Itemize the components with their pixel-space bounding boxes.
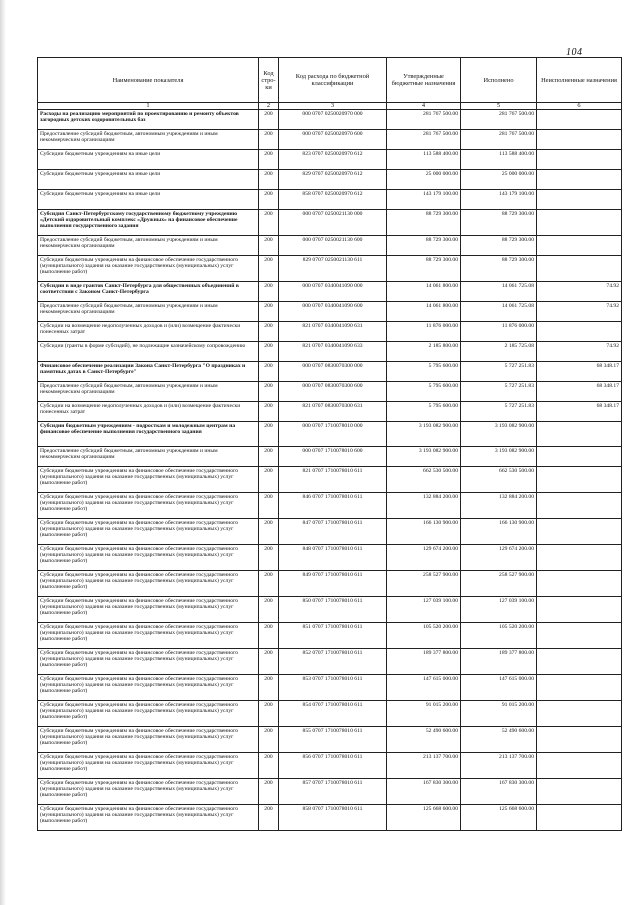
indicator-name-cell: Субсидии бюджетным учреждениям на финансовое обеспечение государственного (муниципального) задания на оказание государственных (муниципальных) услуг (выполнение работ) [38,493,259,519]
approved-amount-cell: 88 729 300.00 [387,210,461,236]
unexecuted-amount-cell: 68 348.17 [537,402,622,422]
executed-amount-cell: 3 193 082 900.00 [461,422,537,447]
approved-amount-cell: 52 490 600.00 [387,727,461,753]
indicator-name-cell: Субсидии бюджетным учреждениям на финансовое обеспечение государственного (муниципального) задания на оказание государственных (муниципальных) услуг (выполнение работ) [38,571,259,597]
table-row [38,150,622,170]
table-body [38,110,622,831]
approved-amount-cell: 88 729 300.00 [387,236,461,256]
unexecuted-amount-cell [537,130,622,150]
approved-amount-cell: 88 729 300.00 [387,256,461,282]
table-row [38,675,622,701]
budget-code-cell: 848 0707 1710078010 611 [279,545,387,571]
budget-code-cell: 846 0707 1710078010 611 [279,493,387,519]
approved-amount-cell: 281 767 500.00 [387,110,461,130]
table-row [38,467,622,493]
line-code-cell: 200 [259,130,279,150]
unexecuted-amount-cell [537,779,622,805]
table-row [38,362,622,382]
line-code-cell: 200 [259,382,279,402]
indicator-name-cell: Субсидии бюджетным учреждениям на финансовое обеспечение государственного (муниципального) задания на оказание государственных (муниципальных) услуг (выполнение работ) [38,779,259,805]
column-number: 5 [461,103,537,110]
unexecuted-amount-cell [537,753,622,779]
table-row [38,597,622,623]
line-code-cell: 200 [259,727,279,753]
indicator-name-cell: Субсидии бюджетным учреждениям на финансовое обеспечение государственного (муниципального) задания на оказание государственных (муниципальных) услуг (выполнение работ) [38,805,259,831]
executed-amount-cell: 166 130 900.00 [461,519,537,545]
table-row [38,571,622,597]
line-code-cell: 200 [259,701,279,727]
indicator-name-cell: Предоставление субсидий бюджетным, автономным учреждениям и иным некоммерческим организациям [38,382,259,402]
page-number: 104 [566,47,583,58]
indicator-name-cell: Субсидии бюджетным учреждениям на финансовое обеспечение государственного (муниципального) задания на оказание государственных (муниципальных) услуг (выполнение работ) [38,675,259,701]
table-row [38,256,622,282]
executed-amount-cell: 125 668 600.00 [461,805,537,831]
approved-amount-cell: 129 674 200.00 [387,545,461,571]
unexecuted-amount-cell [537,190,622,210]
table-row [38,493,622,519]
approved-amount-cell: 127 039 100.00 [387,597,461,623]
approved-amount-cell: 113 588 400.00 [387,150,461,170]
table-row [38,322,622,342]
line-code-cell: 200 [259,467,279,493]
indicator-name-cell: Предоставление субсидий бюджетным, автономным учреждениям и иным некоммерческим организациям [38,302,259,322]
unexecuted-amount-cell [537,210,622,236]
table-row [38,623,622,649]
executed-amount-cell: 213 137 700.00 [461,753,537,779]
table-row [38,110,622,130]
indicator-name-cell: Субсидии бюджетным учреждениям на финансовое обеспечение государственного (муниципального) задания на оказание государственных (муниципальных) услуг (выполнение работ) [38,597,259,623]
unexecuted-amount-cell: 68 348.17 [537,382,622,402]
line-code-cell: 200 [259,362,279,382]
executed-amount-cell: 52 490 600.00 [461,727,537,753]
header-unexecuted: Неисполненные назначения [537,58,622,103]
approved-amount-cell: 167 830 300.00 [387,779,461,805]
budget-code-cell: 821 0707 1710078010 611 [279,467,387,493]
unexecuted-amount-cell [537,675,622,701]
table-row [38,210,622,236]
executed-amount-cell: 281 767 500.00 [461,130,537,150]
executed-amount-cell: 25 000 000.00 [461,170,537,190]
executed-amount-cell: 258 527 900.00 [461,571,537,597]
line-code-cell: 200 [259,210,279,236]
executed-amount-cell: 167 830 300.00 [461,779,537,805]
table-row [38,422,622,447]
budget-code-cell: 829 0707 0250020970 612 [279,170,387,190]
budget-code-cell: 852 0707 1710078010 611 [279,649,387,675]
line-code-cell: 200 [259,519,279,545]
indicator-name-cell: Субсидии бюджетным учреждениям на иные цели [38,190,259,210]
column-number: 4 [387,103,461,110]
line-code-cell: 200 [259,236,279,256]
unexecuted-amount-cell [537,597,622,623]
table-row [38,382,622,402]
line-code-cell: 200 [259,675,279,701]
unexecuted-amount-cell [537,256,622,282]
executed-amount-cell: 14 061 725.08 [461,282,537,302]
budget-code-cell: 000 0707 0250021130 600 [279,236,387,256]
indicator-name-cell: Субсидии бюджетным учреждениям на финансовое обеспечение государственного (муниципального) задания на оказание государственных (муниципальных) услуг (выполнение работ) [38,727,259,753]
unexecuted-amount-cell: 68 348.17 [537,362,622,382]
executed-amount-cell: 127 039 100.00 [461,597,537,623]
approved-amount-cell: 5 795 600.00 [387,382,461,402]
executed-amount-cell: 3 193 082 900.00 [461,447,537,467]
line-code-cell: 200 [259,753,279,779]
column-number: 1 [38,103,259,110]
approved-amount-cell: 11 876 000.00 [387,322,461,342]
table-row [38,130,622,150]
unexecuted-amount-cell [537,701,622,727]
indicator-name-cell: Субсидии бюджетным учреждениям на иные цели [38,150,259,170]
approved-amount-cell: 166 130 900.00 [387,519,461,545]
scan-edge-shadow [0,0,6,905]
line-code-cell: 200 [259,150,279,170]
indicator-name-cell: Финансовое обеспечение реализации Закона Санкт-Петербурга "О праздниках и памятных датах в Санкт-Петербурге" [38,362,259,382]
budget-code-cell: 821 0707 0340041090 633 [279,342,387,362]
executed-amount-cell: 113 588 400.00 [461,150,537,170]
approved-amount-cell: 3 193 082 900.00 [387,422,461,447]
budget-code-cell: 823 0707 0250020970 612 [279,150,387,170]
approved-amount-cell: 143 179 100.00 [387,190,461,210]
indicator-name-cell: Предоставление субсидий бюджетным, автономным учреждениям и иным некоммерческим организациям [38,447,259,467]
indicator-name-cell: Субсидии бюджетным учреждениям на финансовое обеспечение государственного (муниципального) задания на оказание государственных (муниципальных) услуг (выполнение работ) [38,753,259,779]
line-code-cell: 200 [259,805,279,831]
budget-code-cell: 000 0707 0340041090 600 [279,302,387,322]
table-row [38,649,622,675]
line-code-cell: 200 [259,447,279,467]
budget-code-cell: 847 0707 1710078010 611 [279,519,387,545]
line-code-cell: 200 [259,493,279,519]
unexecuted-amount-cell [537,467,622,493]
header-budget-code: Код расхода по бюджетной классификации [279,58,387,103]
approved-amount-cell: 132 884 200.00 [387,493,461,519]
executed-amount-cell: 147 615 000.00 [461,675,537,701]
executed-amount-cell: 5 727 251.83 [461,382,537,402]
executed-amount-cell: 129 674 200.00 [461,545,537,571]
budget-code-cell: 000 0707 0250020970 600 [279,130,387,150]
unexecuted-amount-cell [537,322,622,342]
line-code-cell: 200 [259,190,279,210]
table-header-row [38,58,622,103]
table-row [38,236,622,256]
executed-amount-cell: 91 015 200.00 [461,701,537,727]
indicator-name-cell: Субсидия Санкт-Петербургскому государственному бюджетному учреждению «Детский оздоровительный комплекс «Дружных» на финансовое обеспечение выполнения государственного задания [38,210,259,236]
line-code-cell: 200 [259,110,279,130]
executed-amount-cell: 2 185 725.08 [461,342,537,362]
line-code-cell: 200 [259,422,279,447]
unexecuted-amount-cell [537,571,622,597]
table-row [38,701,622,727]
line-code-cell: 200 [259,342,279,362]
executed-amount-cell: 105 520 200.00 [461,623,537,649]
budget-code-cell: 000 0707 0250021130 000 [279,210,387,236]
indicator-name-cell: Субсидии бюджетным учреждениям на финансовое обеспечение государственного (муниципального) задания на оказание государственных (муниципальных) услуг (выполнение работ) [38,256,259,282]
table-row [38,805,622,831]
line-code-cell: 200 [259,779,279,805]
approved-amount-cell: 105 520 200.00 [387,623,461,649]
budget-code-cell: 857 0707 1710078010 611 [279,779,387,805]
table-row [38,342,622,362]
budget-code-cell: 858 0707 1710078010 611 [279,805,387,831]
indicator-name-cell: Расходы на реализацию мероприятий по проектированию и ремонту объектов загородных детских оздоровительных баз [38,110,259,130]
budget-code-cell: 849 0707 1710078010 611 [279,571,387,597]
approved-amount-cell: 3 193 082 900.00 [387,447,461,467]
table-row [38,779,622,805]
approved-amount-cell: 281 767 500.00 [387,130,461,150]
indicator-name-cell: Предоставление субсидий бюджетным, автономным учреждениям и иным некоммерческим организациям [38,130,259,150]
unexecuted-amount-cell [537,727,622,753]
table-row [38,447,622,467]
table-row [38,753,622,779]
line-code-cell: 200 [259,302,279,322]
indicator-name-cell: Субсидии в виде грантов Санкт-Петербурга для общественных объединений в соответствии с Законом Санкт-Петербурга [38,282,259,302]
budget-code-cell: 855 0707 1710078010 611 [279,727,387,753]
indicator-name-cell: Субсидии бюджетным учреждениям - подросткам и молодежным центрам на финансовое обеспечение выполнения государственного задания [38,422,259,447]
indicator-name-cell: Субсидии на возмещение недополученных доходов и (или) возмещение фактически понесенных затрат [38,402,259,422]
executed-amount-cell: 5 727 251.83 [461,362,537,382]
column-number-row [38,103,622,110]
table-row [38,402,622,422]
line-code-cell: 200 [259,545,279,571]
executed-amount-cell: 189 377 800.00 [461,649,537,675]
unexecuted-amount-cell: 74.92 [537,342,622,362]
indicator-name-cell: Субсидии бюджетным учреждениям на финансовое обеспечение государственного (муниципального) задания на оказание государственных (муниципальных) услуг (выполнение работ) [38,701,259,727]
approved-amount-cell: 147 615 000.00 [387,675,461,701]
indicator-name-cell: Субсидии (гранты в форме субсидий), не подлежащие казначейскому сопровождению [38,342,259,362]
indicator-name-cell: Субсидии бюджетным учреждениям на иные цели [38,170,259,190]
budget-code-cell: 000 0707 0830070300 000 [279,362,387,382]
approved-amount-cell: 25 000 000.00 [387,170,461,190]
unexecuted-amount-cell [537,623,622,649]
unexecuted-amount-cell [537,493,622,519]
unexecuted-amount-cell: 74.92 [537,302,622,322]
unexecuted-amount-cell [537,150,622,170]
budget-code-cell: 853 0707 1710078010 611 [279,675,387,701]
unexecuted-amount-cell [537,110,622,130]
indicator-name-cell: Субсидии бюджетным учреждениям на финансовое обеспечение государственного (муниципального) задания на оказание государственных (муниципальных) услуг (выполнение работ) [38,519,259,545]
executed-amount-cell: 14 061 725.08 [461,302,537,322]
approved-amount-cell: 5 795 600.00 [387,402,461,422]
header-executed: Исполнено [461,58,537,103]
budget-code-cell: 856 0707 1710078010 611 [279,753,387,779]
approved-amount-cell: 189 377 800.00 [387,649,461,675]
budget-code-cell: 829 0707 0250021130 611 [279,256,387,282]
indicator-name-cell: Предоставление субсидий бюджетным, автономным учреждениям и иным некоммерческим организациям [38,236,259,256]
line-code-cell: 200 [259,571,279,597]
budget-code-cell: 858 0707 0250020970 612 [279,190,387,210]
approved-amount-cell: 662 530 500.00 [387,467,461,493]
header-approved: Утвержденные бюджетные назначения [387,58,461,103]
approved-amount-cell: 258 527 900.00 [387,571,461,597]
indicator-name-cell: Субсидии бюджетным учреждениям на финансовое обеспечение государственного (муниципального) задания на оказание государственных (муниципальных) услуг (выполнение работ) [38,649,259,675]
indicator-name-cell: Субсидии бюджетным учреждениям на финансовое обеспечение государственного (муниципального) задания на оказание государственных (муниципальных) услуг (выполнение работ) [38,623,259,649]
unexecuted-amount-cell [537,649,622,675]
executed-amount-cell: 132 884 200.00 [461,493,537,519]
line-code-cell: 200 [259,170,279,190]
table-row [38,519,622,545]
unexecuted-amount-cell [537,805,622,831]
column-number: 2 [259,103,279,110]
line-code-cell: 200 [259,322,279,342]
unexecuted-amount-cell [537,519,622,545]
executed-amount-cell: 11 876 000.00 [461,322,537,342]
unexecuted-amount-cell [537,170,622,190]
table-row [38,170,622,190]
executed-amount-cell: 88 729 300.00 [461,256,537,282]
approved-amount-cell: 213 137 700.00 [387,753,461,779]
budget-code-cell: 000 0707 0830070300 600 [279,382,387,402]
executed-amount-cell: 143 179 100.00 [461,190,537,210]
executed-amount-cell: 281 767 500.00 [461,110,537,130]
budget-code-cell: 850 0707 1710078010 611 [279,597,387,623]
indicator-name-cell: Субсидии на возмещение недополученных доходов и (или) возмещение фактически понесенных затрат [38,322,259,342]
line-code-cell: 200 [259,597,279,623]
line-code-cell: 200 [259,623,279,649]
line-code-cell: 200 [259,649,279,675]
executed-amount-cell: 5 727 251.83 [461,402,537,422]
line-code-cell: 200 [259,282,279,302]
budget-code-cell: 000 0707 1710078010 600 [279,447,387,467]
budget-code-cell: 821 0707 0340041090 631 [279,322,387,342]
line-code-cell: 200 [259,256,279,282]
indicator-name-cell: Субсидии бюджетным учреждениям на финансовое обеспечение государственного (муниципального) задания на оказание государственных (муниципальных) услуг (выполнение работ) [38,467,259,493]
table-row [38,545,622,571]
approved-amount-cell: 2 185 800.00 [387,342,461,362]
executed-amount-cell: 88 729 300.00 [461,210,537,236]
table-row [38,190,622,210]
approved-amount-cell: 5 795 600.00 [387,362,461,382]
executed-amount-cell: 662 530 500.00 [461,467,537,493]
unexecuted-amount-cell: 74.92 [537,282,622,302]
approved-amount-cell: 125 668 600.00 [387,805,461,831]
unexecuted-amount-cell [537,447,622,467]
table-row [38,282,622,302]
budget-code-cell: 000 0707 0340041090 000 [279,282,387,302]
unexecuted-amount-cell [537,422,622,447]
budget-code-cell: 000 0707 1710078010 000 [279,422,387,447]
line-code-cell: 200 [259,402,279,422]
budget-code-cell: 854 0707 1710078010 611 [279,701,387,727]
header-line-code: Код стро-ки [259,58,279,103]
table-row [38,302,622,322]
column-number: 3 [279,103,387,110]
approved-amount-cell: 14 061 800.00 [387,302,461,322]
header-indicator-name: Наименование показателя [38,58,259,103]
executed-amount-cell: 88 729 300.00 [461,236,537,256]
approved-amount-cell: 14 061 800.00 [387,282,461,302]
budget-code-cell: 851 0707 1710078010 611 [279,623,387,649]
approved-amount-cell: 91 015 200.00 [387,701,461,727]
unexecuted-amount-cell [537,236,622,256]
column-number: 6 [537,103,622,110]
unexecuted-amount-cell [537,545,622,571]
budget-code-cell: 821 0707 0830070300 631 [279,402,387,422]
budget-execution-table [37,57,622,831]
table-row [38,727,622,753]
budget-code-cell: 000 0707 0250020970 000 [279,110,387,130]
indicator-name-cell: Субсидии бюджетным учреждениям на финансовое обеспечение государственного (муниципального) задания на оказание государственных (муниципальных) услуг (выполнение работ) [38,545,259,571]
